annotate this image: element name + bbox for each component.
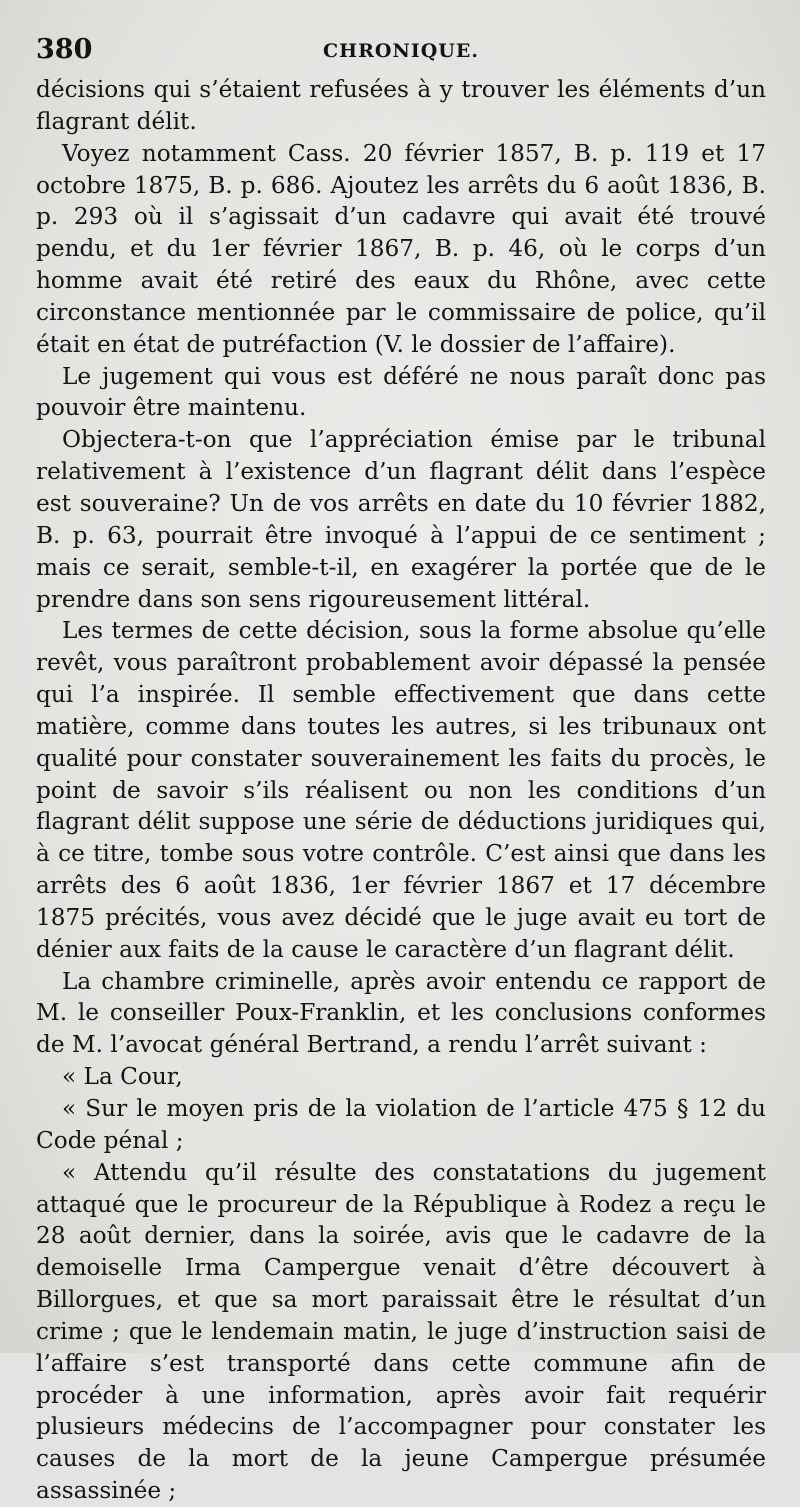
paragraph-attendu: « Attendu qu’il résulte des constatations du jugement attaqué que le procureur de la République à Rodez a reçu le 28 août dernier, dans la soirée, avis que le cadavre de la demoiselle Irma Campergue venait d’être découvert à Billorgues, et que sa mort paraissait être le résultat d’un crime ; que le lendemain matin, le juge d’instruction saisi de l’affaire s’est transporté dans cette commune afin de procéder à une information, après avoir fait requérir plusieurs médecins de l’accompagner pour constater les causes de la mort de la jeune Campergue présumée assassinée ; xyxy=(36,1158,766,1505)
paragraph-judgement: Le jugement qui vous est déféré ne nous paraît donc pas pouvoir être maintenu. xyxy=(36,362,766,422)
paragraph-continuation: décisions qui s’étaient refusées à y trouver les éléments d’un flagrant délit. xyxy=(36,76,766,135)
paragraph-la-cour: « La Cour, xyxy=(62,1063,183,1091)
paragraph-moyen: « Sur le moyen pris de la violation de l’article 475 § 12 du Code pénal ; xyxy=(36,1095,766,1154)
page-header xyxy=(36,28,766,68)
paragraph-chamber: La chambre criminelle, après avoir entendu ce rapport de M. le conseiller Poux-Franklin, et les conclusions conformes de M. l’avocat général Bertrand, a rendu l’arrêt suivant : xyxy=(36,967,766,1059)
paragraph-citations: Voyez notamment Cass. 20 février 1857, B. p. 119 et 17 octobre 1875, B. p. 686. Ajoutez les arrêts du 6 août 1836, B. p. 293 où il s’agissait d’un cadavre qui avait été trouvé pendu, et du 1er février 1867, B. p. 46, où le corps d’un homme avait été retiré des eaux du Rhône, avec cette circonstance mentionnée par le commissaire de police, qu’il était en état de putréfaction (V. le dossier de l’affaire). xyxy=(36,139,766,358)
paragraph-objection: Objectera-t-on que l’appréciation émise par le tribunal relativement à l’existence d’un flagrant délit dans l’espèce est souveraine? Un de vos arrêts en date du 10 février 1882, B. p. 63, pourrait être invoqué à l’appui de ce sentiment ; mais ce serait, semble-t-il, en exagérer la portée que de le prendre dans son sens rigoureusement littéral. xyxy=(36,426,766,613)
page-number: 380 xyxy=(36,34,93,65)
body-text xyxy=(36,74,766,1507)
running-head: CHRONIQUE. xyxy=(323,40,479,62)
paragraph-terms: Les termes de cette décision, sous la forme absolue qu’elle revêt, vous paraîtront probablement avoir dépassé la pensée qui l’a inspirée. Il semble effectivement que dans cette matière, comme dans toutes les autres, si les tribunaux ont qualité pour constater souverainement les faits du procès, le point de savoir s’ils réalisent ou non les conditions d’un flagrant délit suppose une série de déductions juridiques qui, à ce titre, tombe sous votre contrôle. C’est ainsi que dans les arrêts des 6 août 1836, 1er février 1867 et 17 décembre 1875 précités, vous avez décidé que le juge avait eu tort de dénier aux faits de la cause le caractère d’un flagrant délit. xyxy=(36,617,766,963)
